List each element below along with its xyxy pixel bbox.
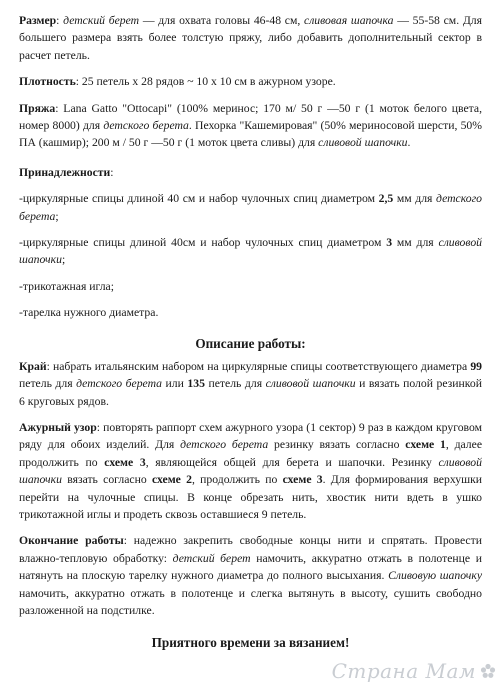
text-fragment: мм для xyxy=(393,192,437,206)
watermark-logo xyxy=(332,659,496,683)
text-fragment: : xyxy=(110,165,114,179)
text-fragment: сливовой шапочки xyxy=(19,236,483,267)
text-fragment: детского берета xyxy=(76,377,163,391)
accessory-item xyxy=(19,234,482,269)
density-label: Плотность xyxy=(19,75,76,89)
text-fragment: -циркулярные спицы длиной 40 см и набор чулочных спиц диаметром xyxy=(19,192,379,206)
text-fragment: петель для xyxy=(19,377,77,391)
text-fragment: 3 xyxy=(386,236,393,250)
text-fragment: . Для формирования верхушки перейти на чулочные спицы. В конце обрезать нить, хвостик нити вдеть в ушко трикотажной иглы и продеть сквозь оставшиеся 9 петель. xyxy=(19,473,483,521)
text-fragment: сливовой шапочки xyxy=(265,377,356,391)
accessory-item: -трикотажная игла; xyxy=(19,279,114,293)
text-fragment: схеме 2 xyxy=(151,473,192,487)
text-fragment: мм для xyxy=(392,236,439,250)
flower-icon xyxy=(480,663,496,679)
accessory-item xyxy=(19,190,482,225)
text-fragment: сливовой шапочки xyxy=(318,136,408,150)
text-fragment: Сливовую шапочку xyxy=(388,569,483,583)
text-fragment: петель для xyxy=(204,377,266,391)
size-label: Размер xyxy=(19,14,57,27)
text-fragment: детского берета xyxy=(103,119,189,133)
text-fragment: 2,5 xyxy=(378,192,394,206)
text-fragment: сливовой шапочки xyxy=(19,455,482,487)
text-fragment: : 25 петель х 28 рядов ~ 10 х 10 см в ажурном узоре. xyxy=(75,75,336,89)
text-fragment: намочить, аккуратно отжать в полотенце и слегка вытянуть в высоту, сушить свободно разложенной на подстилке. xyxy=(19,586,482,617)
text-fragment: : повторять раппорт схем ажурного узора (1 сектор) 9 раз в каждом круговом ряду для обоих изделий. Для xyxy=(19,420,482,452)
text-fragment: резинку вязать согласно xyxy=(268,438,406,452)
size-paragraph: Размер: детский берет — для охвата головы 46-48 см, сливовая шапочка — 55-58 см. Для большего размера взять более толстую пряжу, либо добавить дополнительный сектор в расчет петель. xyxy=(19,14,483,62)
text-fragment: детского берета xyxy=(19,192,483,223)
text-fragment: или xyxy=(162,377,188,391)
watermark-text: Страна Мам xyxy=(331,659,476,683)
text-fragment: . xyxy=(407,136,411,150)
text-fragment: — для охвата головы 46-48 см, xyxy=(139,14,305,27)
description-heading: Описание работы: xyxy=(195,335,306,351)
yarn-label: Пряжа xyxy=(19,101,56,115)
text-fragment: детского берета xyxy=(180,438,269,452)
text-fragment: ; xyxy=(55,209,59,223)
text-fragment: детский берет xyxy=(172,551,251,565)
text-fragment: вязать согласно xyxy=(61,473,152,487)
text-fragment: — 55-58 см. Для большего размера взять более толстую пряжу, либо добавить дополнительный сектор в расчет петель. xyxy=(19,14,483,62)
accessory-item: -тарелка нужного диаметра. xyxy=(19,306,159,320)
text-fragment: схеме 3 xyxy=(104,455,146,469)
text-fragment: намочить, аккуратно отжать в полотенце и натянуть на плоскую тарелку нужного диаметра до полного высыхания. xyxy=(19,551,482,583)
finish-label: Окончание работы xyxy=(19,534,124,548)
edge-label: Край xyxy=(19,359,47,373)
edge-paragraph xyxy=(19,358,482,410)
text-fragment: ; xyxy=(61,253,66,267)
text-fragment: схеме 1 xyxy=(405,438,446,452)
yarn-paragraph xyxy=(19,100,482,152)
accessories-label: Принадлежности xyxy=(19,165,111,179)
lace-paragraph xyxy=(19,419,482,523)
document-page xyxy=(19,12,482,651)
text-fragment: 99 xyxy=(470,359,482,373)
text-fragment: сливовая шапочка xyxy=(304,14,394,27)
text-fragment: -циркулярные спицы длиной 40см и набор чулочных спиц диаметром xyxy=(19,236,387,250)
text-fragment: : Lana Gatto "Ottocapi" (100% меринос; 170 м/ 50 г —50 г (1 моток белого цвета, номер 8000) для xyxy=(19,101,482,133)
text-fragment: , продолжить по xyxy=(191,473,283,487)
accessories-heading xyxy=(19,164,482,181)
density-paragraph xyxy=(19,73,482,90)
text-fragment: 135 xyxy=(187,377,205,391)
text-fragment: . Пехорка "Кашемировая" (50% мериносовой шерсти, 50% ПА (кашмир); 200 м / 50 г —50 г (1 моток цвета сливы) для xyxy=(19,119,482,150)
text-fragment: и вязать полой резинкой 6 круговых рядов. xyxy=(19,377,482,408)
text-fragment: , являющейся общей для берета и шапочки. Резинку xyxy=(145,455,439,469)
text-fragment: : набрать итальянским набором на циркулярные спицы соответствующего диаметра xyxy=(46,359,471,373)
text-fragment: детский берет xyxy=(63,14,140,27)
text-fragment: : надежно закрепить свободные концы нити и спрятать. Провести влажно-тепловую обработку: xyxy=(19,534,482,565)
finish-paragraph xyxy=(19,532,482,619)
text-fragment: схеме 3 xyxy=(282,473,323,487)
text-fragment: , далее продолжить по xyxy=(19,438,483,469)
lace-label: Ажурный узор xyxy=(19,420,97,434)
closing-line: Приятного времени за вязанием! xyxy=(151,635,350,651)
